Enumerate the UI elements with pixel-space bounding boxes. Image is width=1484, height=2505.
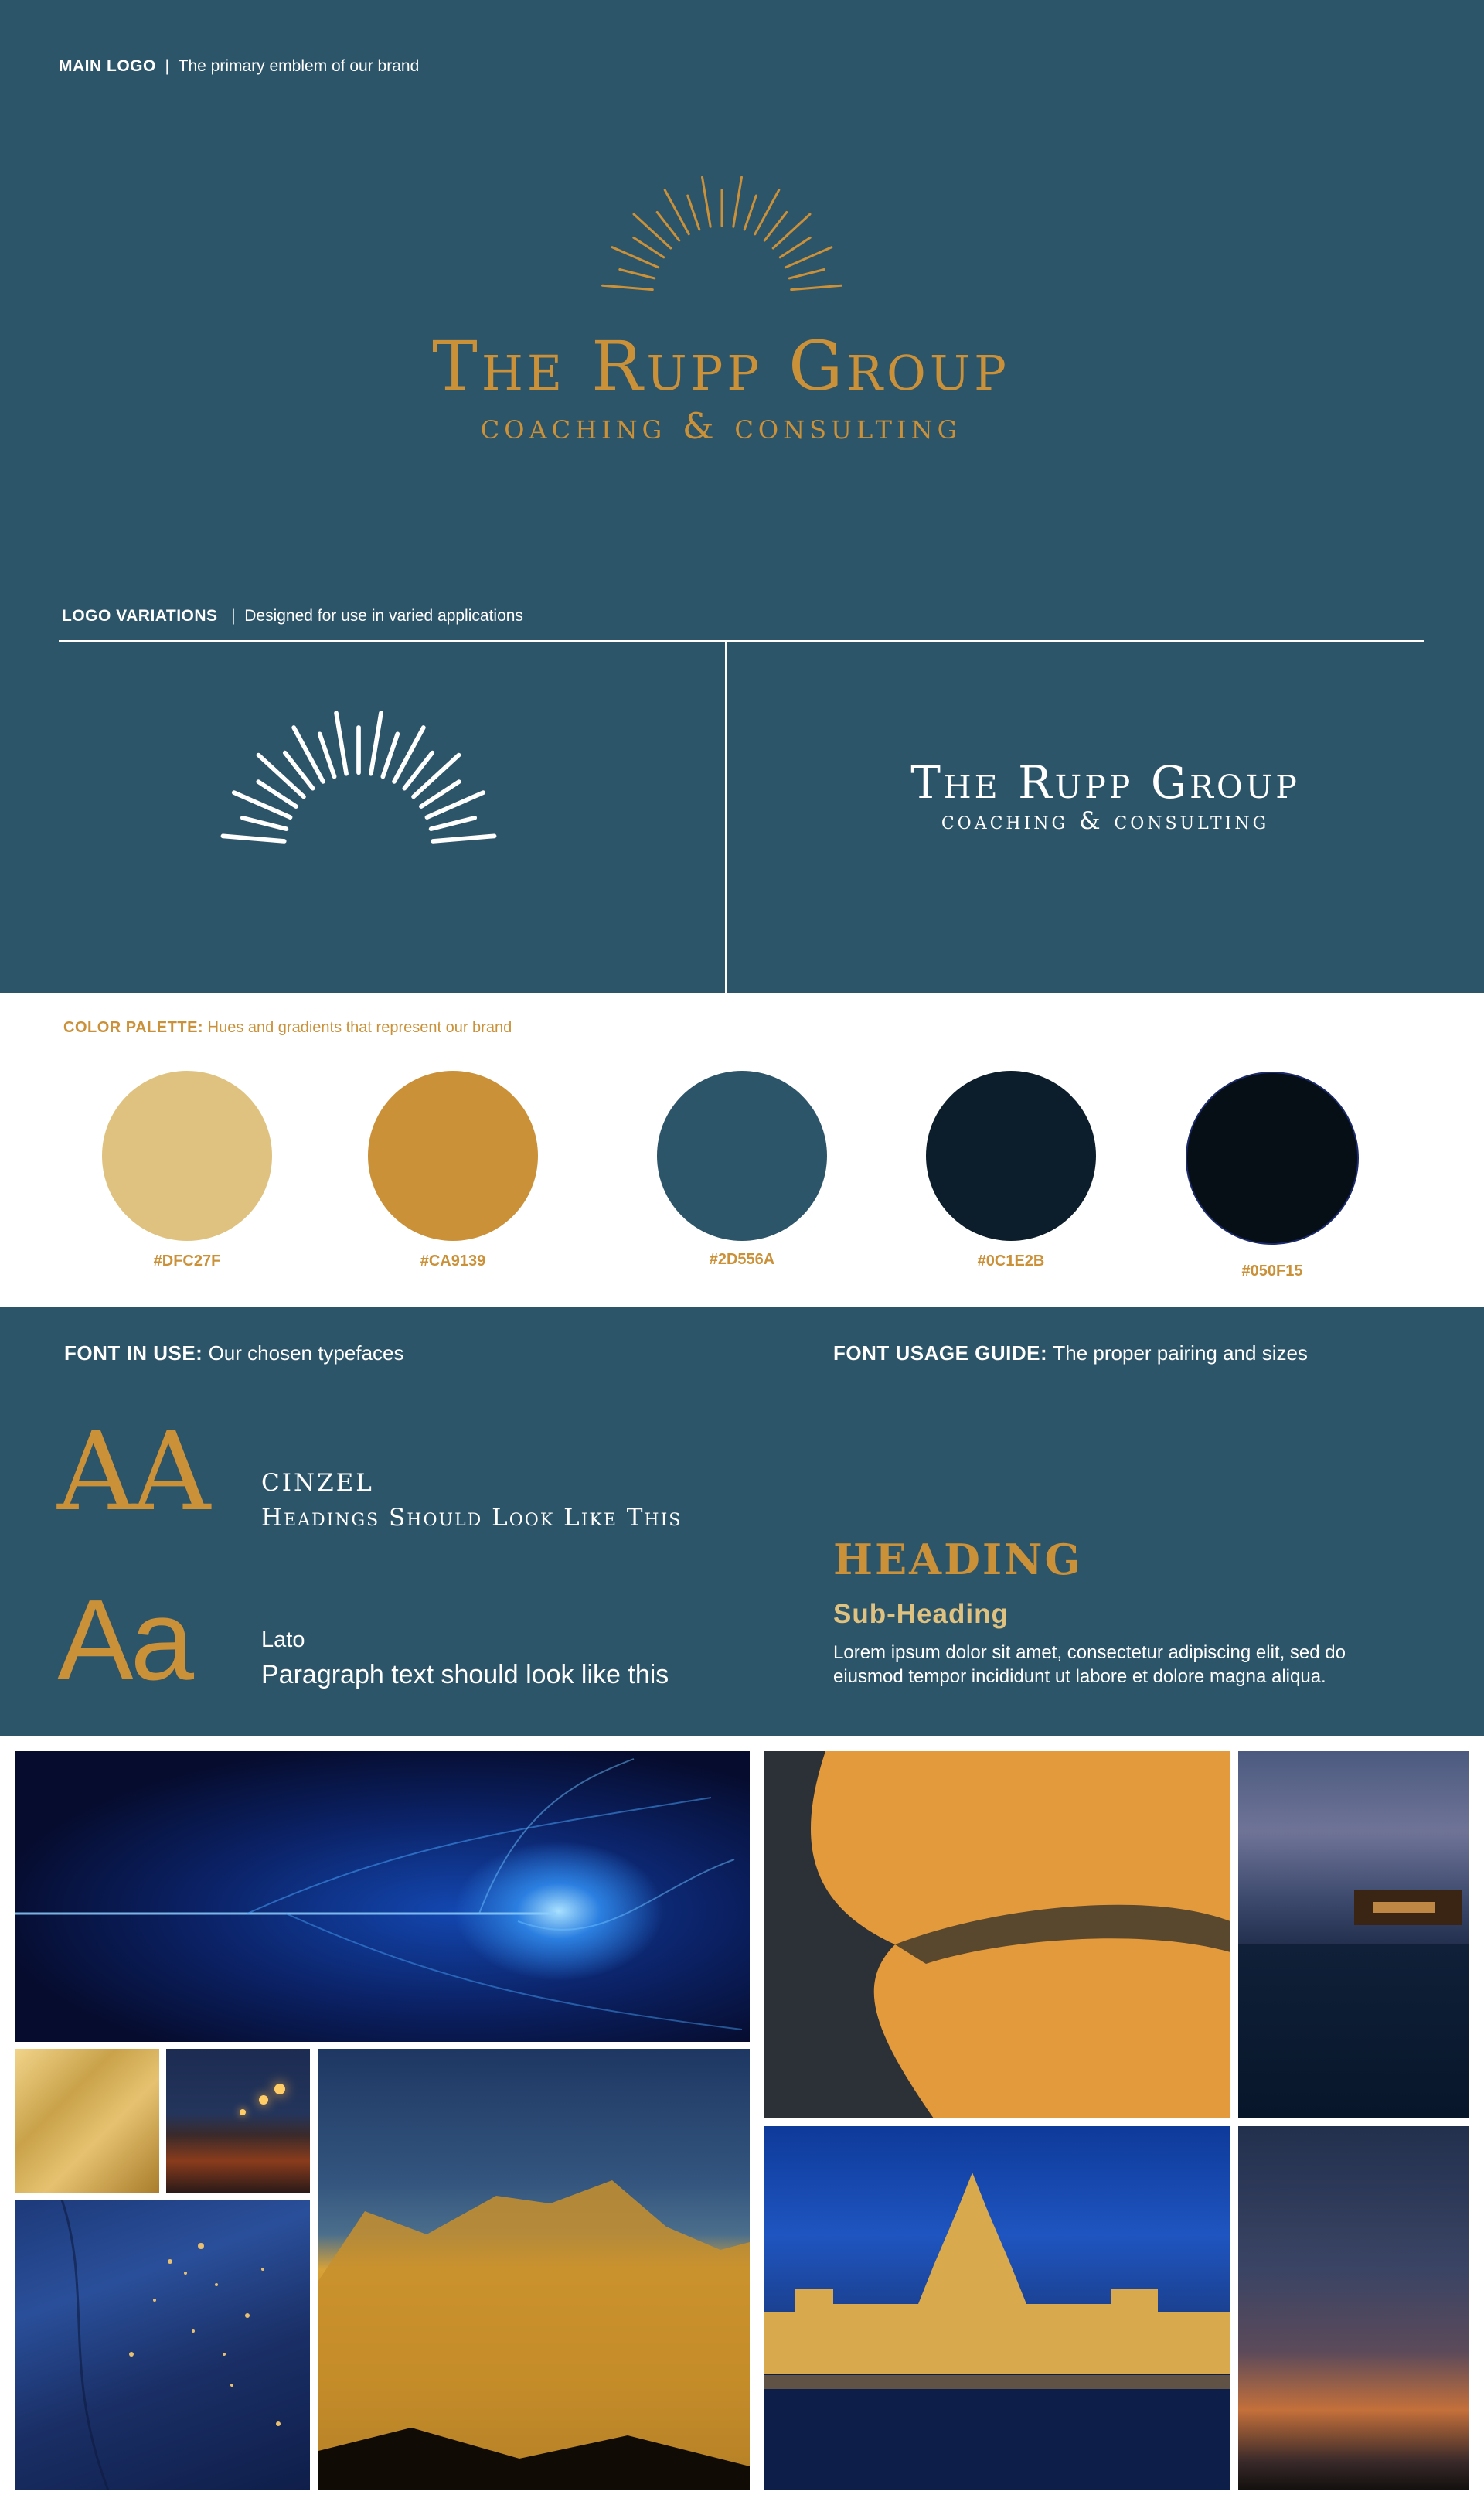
fonts-section <box>0 1307 1484 1736</box>
font-in-use-description: Our chosen typefaces <box>208 1341 404 1365</box>
sun-ray <box>258 755 304 797</box>
cinzel-font-name: CINZEL <box>261 1469 374 1497</box>
color-palette-description: Hues and gradients that represent our brand <box>207 1019 512 1036</box>
sun-ray <box>223 836 284 841</box>
font-in-use-label: FONT IN USE: Our chosen typefaces <box>64 1341 404 1365</box>
sun-ray <box>744 196 756 230</box>
sun-ray <box>634 237 664 257</box>
swatch-hex-1: #DFC27F <box>153 1252 221 1270</box>
sun-ray <box>336 713 346 774</box>
sun-ray <box>383 734 397 776</box>
main-logo-wordmark <box>0 326 1442 447</box>
sun-ray <box>431 818 475 829</box>
sun-ray <box>433 836 494 841</box>
swatch-circle-5 <box>1187 1073 1357 1243</box>
sun-ray <box>789 270 824 278</box>
image-night-street <box>166 2049 310 2193</box>
cinzel-heading-example: Headings Should Look Like This <box>261 1504 682 1532</box>
image-parliament-night <box>764 2126 1230 2490</box>
image-desert-dune <box>764 1751 1230 2118</box>
swatch-hex-4: #0C1E2B <box>977 1252 1045 1270</box>
parliament-silhouette <box>764 2126 1230 2490</box>
image-blue-light-streak <box>15 1751 750 2042</box>
guide-subheading: Sub-Heading <box>833 1599 1009 1629</box>
image-blue-gold-marble <box>15 2200 310 2490</box>
sun-ray <box>371 713 381 774</box>
sun-ray <box>414 755 459 797</box>
swatch-hex-5: #050F15 <box>1241 1263 1303 1280</box>
sun-ray <box>703 177 711 227</box>
sun-ray <box>780 237 810 257</box>
gold-flecks <box>15 2200 310 2490</box>
main-logo-description: The primary emblem of our brand <box>178 57 420 75</box>
sun-ray <box>773 214 810 248</box>
sun-ray <box>243 818 287 829</box>
mountain-silhouette <box>318 2049 750 2490</box>
variation-logo-tagline: coaching & consulting <box>941 807 1270 835</box>
lato-paragraph-example: Paragraph text should look like this <box>261 1660 669 1689</box>
sun-ray <box>657 212 679 240</box>
swatch-circle-4 <box>926 1071 1096 1241</box>
main-logo-tagline: coaching & consulting <box>480 405 962 447</box>
color-palette-section <box>0 993 1484 1307</box>
main-logo-section <box>0 0 1484 568</box>
guide-heading: HEADING <box>833 1535 1083 1584</box>
sun-ray <box>620 270 655 278</box>
swatch-hex-2: #CA9139 <box>420 1252 486 1270</box>
sun-ray <box>603 285 653 289</box>
color-palette-label: COLOR PALETTE: Hues and gradients that represent our brand <box>63 1019 512 1036</box>
swatch-hex-3: #2D556A <box>709 1251 775 1268</box>
logo-variations-section <box>0 568 1484 993</box>
sun-ray <box>733 177 742 227</box>
sunburst-logo-variation <box>165 704 552 850</box>
sun-ray <box>320 734 335 776</box>
sun-ray <box>688 196 699 230</box>
sun-ray <box>634 214 671 248</box>
swatch-circle-1 <box>102 1071 272 1241</box>
guide-body-text: Lorem ipsum dolor sit amet, consectetur adipiscing elit, sed do eiusmod tempor incididunt ut labore et dolore magna aliqua. <box>833 1642 1346 1687</box>
logo-variations-description: Designed for use in varied applications <box>244 607 523 625</box>
logo-variations-label: LOGO VARIATIONS | Designed for use in varied applications <box>62 607 523 625</box>
mood-board-section <box>0 1736 1484 2505</box>
dune-shape <box>764 1751 1230 2118</box>
main-logo-label: MAIN LOGO | The primary emblem of our brand <box>59 57 420 75</box>
divider-horizontal <box>59 640 1424 642</box>
swatch-circle-2 <box>368 1071 538 1241</box>
wordmark-logo-variation <box>727 756 1484 835</box>
sun-ray <box>764 212 787 240</box>
cinzel-sample: AA <box>57 1409 208 1535</box>
font-usage-guide-description: The proper pairing and sizes <box>1053 1341 1308 1365</box>
lato-font-name: Lato <box>261 1627 305 1652</box>
image-sunset-clouds <box>1238 2126 1469 2490</box>
image-resort-pool <box>1238 1751 1469 2118</box>
swatch-circle-3 <box>657 1071 827 1241</box>
image-golden-mountain <box>318 2049 750 2490</box>
image-gold-texture <box>15 2049 159 2193</box>
lato-sample: Aa <box>57 1576 192 1704</box>
variation-logo-name: The Rupp Group <box>910 756 1300 809</box>
sunburst-logo-mark <box>552 172 892 295</box>
main-logo-name: The Rupp Group <box>432 326 1010 406</box>
light-streak-lines <box>15 1751 750 2042</box>
sun-ray <box>791 285 842 289</box>
font-usage-guide-label: FONT USAGE GUIDE: The proper pairing and sizes <box>833 1341 1308 1365</box>
